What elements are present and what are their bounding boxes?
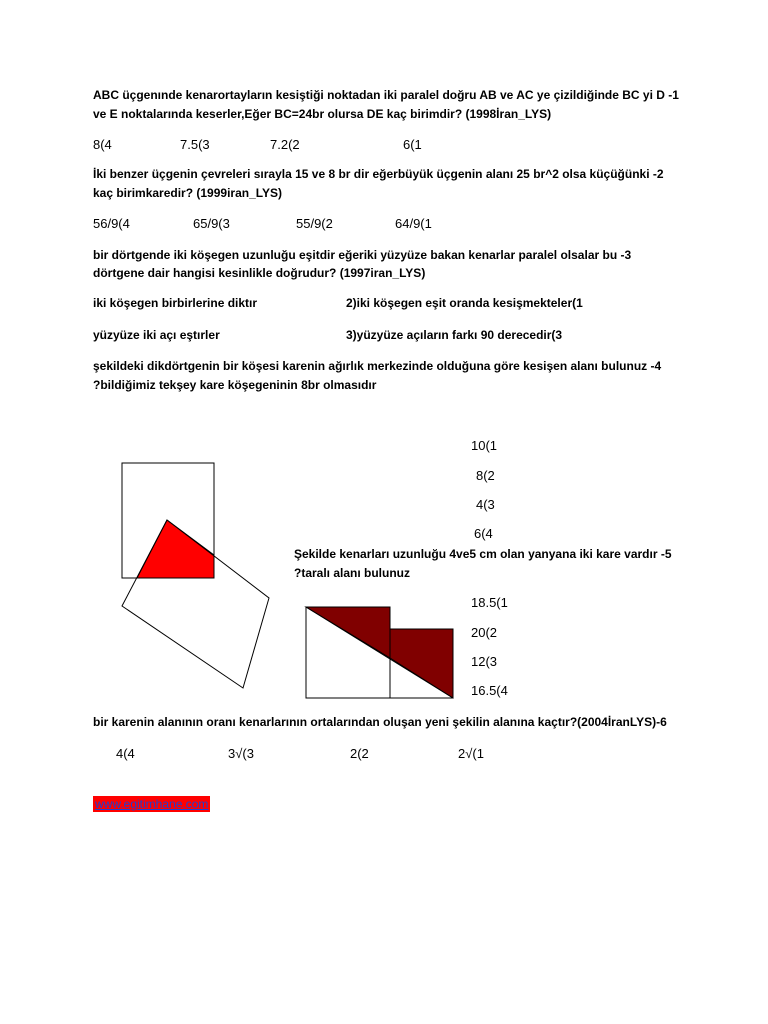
figure2-shaded-region-right [390,629,453,698]
q1-text-line1: ABC üçgenınde kenarortayların kesiştiği noktadan iki paralel doğru AB ve AC ye çizildiğinde BC yi D -1 [93,88,679,102]
q5-text-line2: ?taralı alanı bulunuz [294,566,411,580]
q5-option-2: 20(2 [471,625,498,640]
q6-text-line1: bir karenin alanının oranı kenarlarının ortalarından oluşan yeni şekilin alanına kaçtır?(2004İranLYS)-6 [93,715,667,729]
q1-option-3: 7.5(3 [180,137,210,152]
q4-option-4: 6(4 [474,526,493,541]
q4-text-line2: ?bildiğimiz tekşey kare köşegeninin 8br olmasıdır [93,378,377,392]
q3-option-4: iki köşegen birbirlerine diktır [93,296,258,310]
q4-text-line1: şekildeki dikdörtgenin bir köşesi karenin ağırlık merkezinde olduğuna göre kesişen alanı bulunuz -4 [93,359,662,373]
q3-text-line2: dörtgene dair hangisi kesinlikle doğrudur? (1997iran_LYS) [93,266,426,280]
q2-text-line1: İki benzer üçgenin çevreleri sırayla 15 ve 8 br dir eğerbüyük üçgenin alanı 25 br^2 olsa küçüğünki -2 [93,167,664,181]
q6-option-3: 3√(3 [228,746,254,761]
q1-text-line2: ve E noktalarında keserler,Eğer BC=24br olursa DE kaç birimdir? (1998İran_LYS) [93,107,552,121]
figure2-small-square [390,629,453,698]
figure2-large-square [306,607,390,698]
q3-option-2: yüzyüze iki açı eştırler [93,328,220,342]
figure1-square [122,463,214,578]
q1-option-2: 7.2(2 [270,137,300,152]
figure1-rotated-rectangle [122,520,269,688]
figure2-shaded-region-left [306,607,390,658]
figure1-shaded-region [137,520,214,578]
q3-option-1: 2)iki köşegen eşit oranda kesişmekteler(1 [346,296,583,310]
q2-option-1: 64/9(1 [395,216,432,231]
q4-option-1: 10(1 [471,438,498,453]
q6-option-4: 4(4 [116,746,135,761]
q2-option-2: 55/9(2 [296,216,333,231]
q5-text-line1: Şekilde kenarları uzunluğu 4ve5 cm olan yanyana iki kare vardır -5 [294,547,672,561]
q2-option-4: 56/9(4 [93,216,130,231]
website-link[interactable]: www.egitimhane.com [95,797,209,811]
q2-option-3: 65/9(3 [193,216,230,231]
q3-text-line1: bir dörtgende iki köşegen uzunluğu eşitdir eğeriki yüzyüze bakan kenarlar paralel olsalar bu -3 [93,248,632,262]
q5-option-1: 18.5(1 [471,595,508,610]
q1-option-1: 6(1 [403,137,422,152]
q2-text-line2: kaç birimkaredir? (1999iran_LYS) [93,186,282,200]
q5-option-4: 16.5(4 [471,683,508,698]
q6-option-1: 2√(1 [458,746,484,761]
q6-option-2: 2(2 [350,746,369,761]
q5-option-3: 12(3 [471,654,498,669]
q3-option-3: 3)yüzyüze açıların farkı 90 derecedir(3 [346,328,563,342]
q4-option-3: 4(3 [476,497,495,512]
q1-option-4: 8(4 [93,137,112,152]
figure2-diagonal [306,607,453,698]
q4-option-2: 8(2 [476,468,495,483]
